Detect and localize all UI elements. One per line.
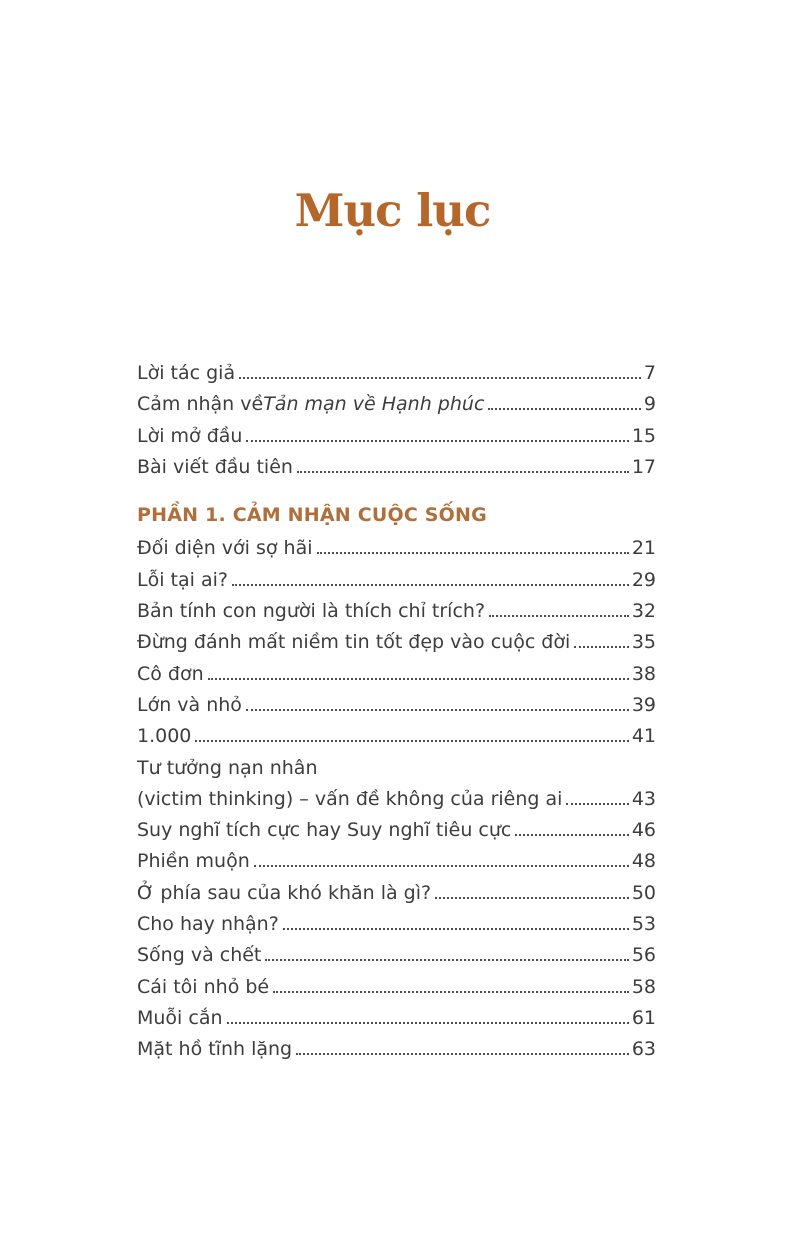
toc-entry-label: Ở phía sau của khó khăn là gì? [137,881,432,904]
toc-entry [137,1034,656,1065]
toc-entry-label: Lời mở đầu [137,424,243,447]
toc-entry [137,815,656,846]
toc-entry-page: 7 [643,362,656,384]
toc-entry-label: Cho hay nhận? [137,913,279,936]
dot-leader [296,1053,629,1055]
dot-leader [283,928,629,930]
toc-entry [137,596,656,627]
toc-entry-label: Mặt hồ tĩnh lặng [137,1038,293,1061]
toc-entry-page: 21 [631,537,656,560]
toc-entry-label: (victim thinking) – vấn đề không của riêng ai [137,787,563,810]
toc-entry [137,846,656,877]
toc-entry [137,659,656,690]
toc-entry [137,940,656,971]
toc-entry-label: Lời tác giả [137,362,236,384]
toc-entry [137,389,656,420]
toc-entry [137,784,656,815]
toc-entry-page: 32 [631,600,656,623]
dot-leader [489,615,629,617]
toc-entry-page: 39 [631,693,656,716]
toc-entry [137,452,656,483]
dot-leader [246,440,628,442]
toc-front-matter [137,358,656,483]
dot-leader [227,1022,629,1024]
dot-leader [435,897,629,899]
toc-entry [137,878,656,909]
toc-entry-page: 17 [631,455,656,478]
dot-leader [566,803,628,805]
toc-entry [137,533,656,564]
toc-entry-label: Sống và chết [137,944,262,967]
toc-entry-label: Suy nghĩ tích cực hay Suy nghĩ tiêu cực [137,819,512,842]
dot-leader [515,834,628,836]
toc-entry-label: Phiền muộn [137,850,250,873]
toc-entry-page: 15 [631,424,656,447]
toc-entry-page: 46 [631,819,656,842]
toc-entry-label: Cái tôi nhỏ bé [137,975,270,998]
toc-entry-page: 58 [631,975,656,998]
toc-entry-label: Cô đơn [137,662,204,685]
toc-entry [137,358,656,389]
toc-entry-page: 50 [631,881,656,904]
toc-entry-page: 61 [631,1006,656,1029]
toc-entry-label: Lớn và nhỏ [137,693,242,716]
toc-entry-page: 56 [631,944,656,967]
toc-entry [137,1003,656,1034]
toc-entry [137,721,656,752]
toc-entry-page: 53 [631,913,656,936]
toc-entry-page: 9 [643,393,656,416]
toc-entry-label: Bản tính con người là thích chỉ trích? [137,600,486,623]
toc-entry-label: Lỗi tại ai? [137,568,228,591]
table-of-contents [137,358,656,1066]
dot-leader [246,709,629,711]
toc-entry-label: Bài viết đầu tiên [137,455,293,478]
dot-leader [488,408,641,410]
toc-section-1 [137,533,656,1065]
toc-entry-page: 41 [631,725,656,748]
toc-entry-page: 43 [631,787,656,810]
toc-entry [137,565,656,596]
toc-entry [137,909,656,940]
toc-entry-page: 29 [631,568,656,591]
toc-entry [137,972,656,1003]
toc-entry-label: Tư tưởng nạn nhân [137,756,318,779]
dot-leader [232,584,629,586]
dot-leader [317,552,629,554]
toc-entry-page: 38 [631,662,656,685]
dot-leader [265,959,628,961]
toc-entry-label: Đừng đánh mất niềm tin tốt đẹp vào cuộc đời [137,631,571,654]
dot-leader [208,678,629,680]
dot-leader [273,991,629,993]
dot-leader [239,377,641,379]
toc-entry [137,627,656,658]
toc-entry-label: Đối diện với sợ hãi [137,537,313,560]
dot-leader [195,740,628,742]
dot-leader [574,646,629,648]
toc-entry [137,421,656,452]
toc-entry [137,753,656,784]
page-title: Mục lục [294,184,491,237]
dot-leader [297,471,629,473]
toc-entry-label: Cảm nhận về [137,393,264,416]
section-1-heading: PHẦN 1. CẢM NHẬN CUỘC SỐNG [137,504,487,527]
toc-entry-page: 35 [631,631,656,654]
toc-entry-label: Muỗi cắn [137,1006,223,1029]
toc-entry-label-italic: Tản mạn về Hạnh phúc [263,393,485,416]
toc-entry-page: 63 [631,1038,656,1061]
toc-entry [137,690,656,721]
toc-entry-page: 48 [631,850,656,873]
toc-entry-label: 1.000 [137,725,192,748]
dot-leader [254,865,629,867]
